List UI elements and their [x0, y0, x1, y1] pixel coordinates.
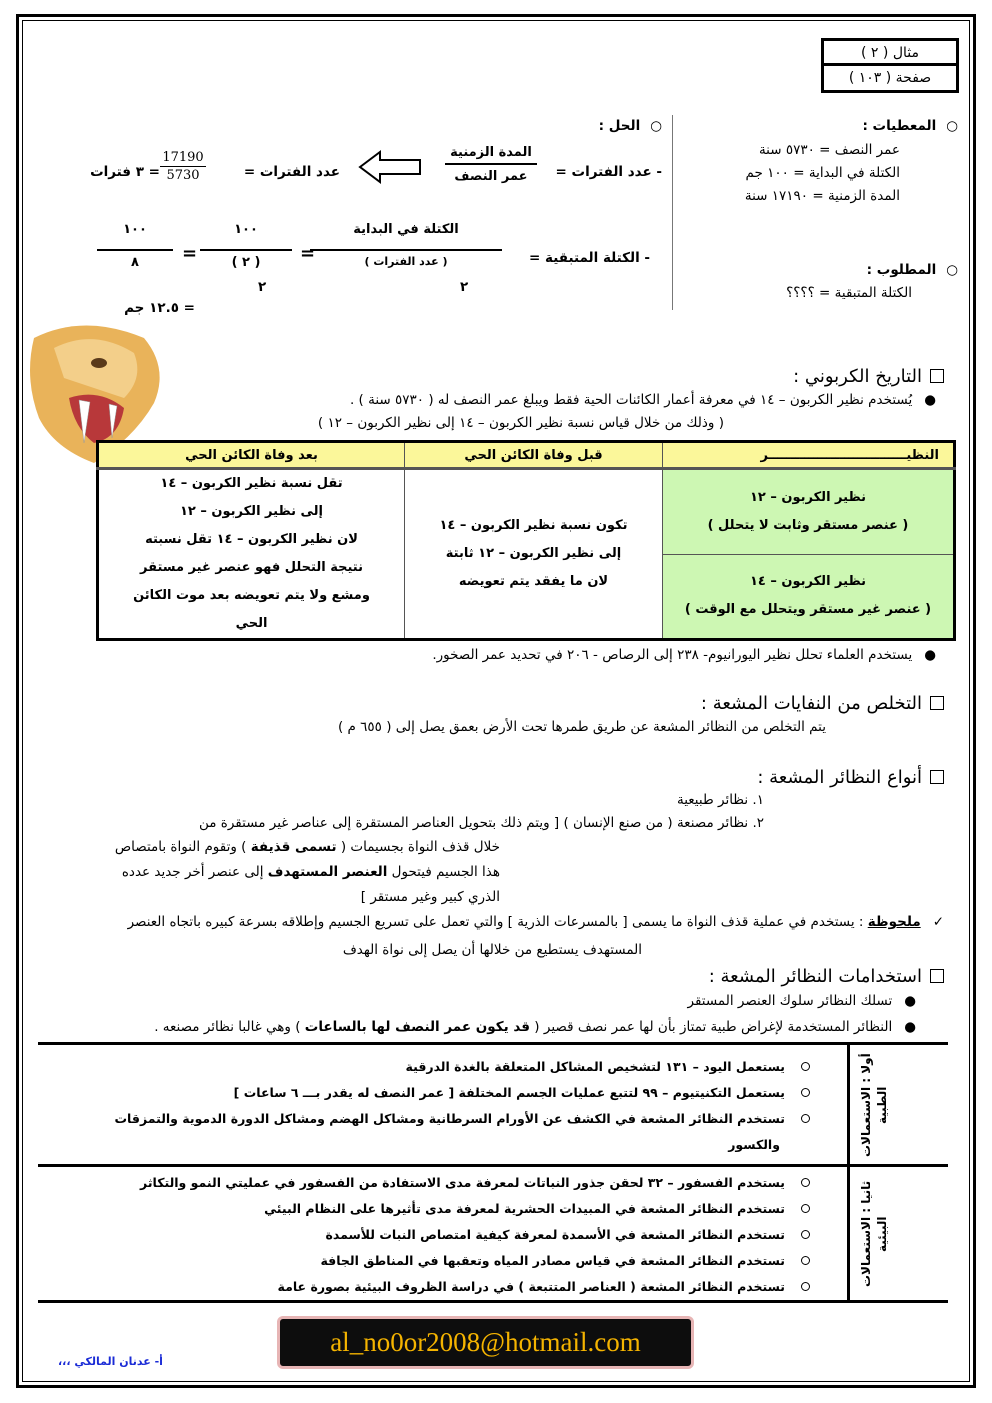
remaining-label: - الكتلة المتبقية =: [529, 250, 650, 266]
type-artificial-line: هذا الجسيم فيتحول العنصر المستهدف إلى عنصر أخر جديد عدده: [121, 864, 500, 880]
type-natural: ١. نظائر طبيعية: [676, 792, 764, 808]
given-line: الكتلة في البداية = ١٠٠ جم: [745, 165, 900, 181]
example-box: [821, 38, 959, 93]
solution-title: ○الحل :: [598, 118, 662, 134]
given-title: ○المعطيات :: [862, 118, 958, 134]
note-line2: المستهدف يستطيع من خلالها أن يصل إلى نواة الهدف: [342, 942, 642, 958]
type-artificial-line: خلال قذف النواة بجسيمات ( تسمى قذيفة ) وتقوم النواة بامتصاص: [114, 839, 500, 855]
periods-label-2: عدد الفترات =: [243, 164, 340, 180]
email-banner: al_no0or2008@hotmail.com: [277, 1316, 694, 1369]
divider: [847, 1042, 850, 1302]
waste-text: يتم التخلص من النظائر المشعة عن طريق طمرها تحت الأرض بعمق يصل إلى ( ٦٥٥ م ): [337, 719, 826, 735]
types-title: أنواع النظائر المشعة :: [757, 767, 944, 789]
medical-use-item: يستعمل التكنيتيوم – ٩٩ لتتبع عمليات الجسم المختلفة [ عمر النصف له يقدر بـــ ٦ ساعات ]: [234, 1084, 810, 1102]
example-label: مثال ( ٢ ): [824, 41, 956, 66]
periods-fraction: المدة الزمنية عمر النصف: [445, 145, 537, 184]
page-label: صفحة ( ١٠٣ ): [848, 70, 932, 86]
environmental-uses-label: ثانيا : الاستعمالات البيئية: [859, 1180, 889, 1288]
carbon-isotope-table: [96, 440, 956, 641]
given-line: عمر النصف = ٥٧٣٠ سنة: [758, 142, 900, 158]
type-artificial-line: الذري كبير وغير مستقر ]: [360, 889, 500, 905]
checkbox-icon: [930, 369, 944, 383]
table-header-row: [98, 442, 955, 469]
environmental-use-item: تستخدم النظائر المشعة ( العناصر المتتبعة ) في دراسة الظروف البيئية بصورة عامة: [278, 1278, 810, 1296]
medical-use-item: تستخدم النظائر المشعة في الكشف عن الأورام السرطانية ومشاكل الهضم ومشاكل الدورة الدموية والتمزقات: [115, 1110, 811, 1128]
remaining-fraction-1: الكتلة في البداية ( عدد الفترات ): [310, 222, 502, 268]
medical-use-item: يستعمل اليود – ١٣١ لتشخيص المشاكل المتعلقة بالغدة الدرقية: [406, 1058, 810, 1076]
divider: [38, 1042, 948, 1045]
medical-use-item-cont: والكسور: [728, 1137, 780, 1152]
waste-title: التخلص من النفايات المشعة :: [701, 693, 944, 715]
environmental-use-item: تستخدم النظائر المشعة في الأسمدة لمعرفة كيفية امتصاص النبات للأسمدة: [326, 1226, 810, 1244]
cell-carbon-12: نظير الكربون – ١٢ ( عنصر مستقر وثابت لا يتحلل ): [663, 469, 955, 555]
medical-uses-label: أولا : الاستعمالات الطبية: [859, 1053, 889, 1157]
arrow-left-icon: [358, 150, 422, 184]
author-name: أ- عدنان المالكي ،،،: [58, 1355, 163, 1368]
checkbox-icon: [930, 770, 944, 784]
col-after-death: بعد وفاة الكائن الحي: [98, 442, 405, 469]
carbon-title: التاريخ الكربوني :: [793, 366, 944, 388]
uses-bullet: ●تسلك النظائر سلوك العنصر المستقر: [687, 993, 916, 1009]
checkmark-icon: ✓: [932, 914, 944, 930]
checkbox-icon: [930, 969, 944, 983]
col-before-death: قبل وفاة الكائن الحي: [405, 442, 663, 469]
col-isotope: النظيـــــــــــــــــــــــــــــــر: [663, 442, 955, 469]
table-row: [98, 469, 955, 555]
periods-label: - عدد الفترات =: [555, 164, 662, 180]
remaining-result: = ١٢.٥ جم: [124, 300, 195, 316]
carbon-bullet: ●يُستخدم نظير الكربون – ١٤ في معرفة أعمار الكائنات الحية فقط ويبلغ عمر النصف له ( ٥٧٣٠ سنة ) .: [349, 392, 936, 408]
divider: [38, 1300, 948, 1303]
equals: =: [182, 243, 198, 264]
cell-before-death: تكون نسبة نظير الكربون – ١٤ إلى نظير الكربون – ١٢ ثابتة لان ما يفقد يتم تعويضه: [405, 469, 663, 640]
environmental-use-item: يستخدم الفسفور – ٣٢ لحقن جذور النباتات لمعرفة مدى الاستفادة من الفسفور في عمليتي النمو والتكاثر: [140, 1174, 810, 1192]
uses-bullet: ●النظائر المستخدمة لإغراض طبية تمتاز بأن لها عمر نصف قصير ( قد يكون عمر النصف لها بالساعات ) وهي غالبا نظائر مصنعه .: [154, 1019, 916, 1035]
required-line: الكتلة المتبقية = ؟؟؟؟: [786, 285, 912, 301]
remaining-fraction-2: ١٠٠ ( ٢ ): [200, 222, 292, 270]
uses-title: استخدامات النظائر المشعة :: [709, 966, 944, 988]
given-line: المدة الزمنية = ١٧١٩٠ سنة: [744, 188, 900, 204]
cell-carbon-14: نظير الكربون – ١٤ ( عنصر غير مستقر ويتحلل مع الوقت ): [663, 554, 955, 640]
note: ✓ملحوظة : يستخدم في عملية قذف النواة ما يسمى [ بالمسرعات الذرية ] والتي تعمل على تسريع الجسيم وإطلاقه بسرعة كبيره باتجاه العنصر: [127, 914, 944, 930]
remaining-fraction-3: ١٠٠ ٨: [97, 222, 173, 270]
environmental-use-item: تستخدم النظائر المشعة في قياس مصادر المياه وتعقبها في المناطق الجافة: [320, 1252, 810, 1270]
equals: =: [300, 243, 316, 264]
cell-after-death: تقل نسبة نظير الكربون – ١٤ إلى نظير الكربون – ١٢ لان نظير الكربون – ١٤ تقل نسبته نتيجة التحلل فهو عنصر غير مستقر ومشع ولا يتم تعويضه بعد موت الكائن الحي: [98, 469, 405, 640]
required-title: ○المطلوب :: [866, 262, 958, 278]
periods-numeric-fraction: $\frac{17190}{5730}$: [160, 150, 206, 183]
divider: [38, 1164, 948, 1167]
carbon-bullet-note: ( وذلك من خلال قياس نسبة نظير الكربون – ١٤ إلى نظير الكربون – ١٢ ): [317, 415, 724, 431]
environmental-use-item: تستخدم النظائر المشعة في المبيدات الحشرية لمعرفة مدى تأثيرها على النظام البيئي: [264, 1200, 810, 1218]
exponent: ٢: [258, 279, 267, 295]
uranium-bullet: ●يستخدم العلماء تحلل نظير اليورانيوم- ٢٣٨ إلى الرصاص - ٢٠٦ في تحديد عمر الصخور.: [432, 647, 936, 663]
checkbox-icon: [930, 696, 944, 710]
exponent: ٢: [460, 279, 469, 295]
divider: [672, 115, 673, 310]
periods-result: = ٣ فترات: [90, 164, 160, 180]
type-artificial: ٢. نظائر مصنعة ( من صنع الإنسان ) [ ويتم ذلك بتحويل العناصر المستقرة إلى عناصر غير مستقرة من: [198, 815, 764, 831]
